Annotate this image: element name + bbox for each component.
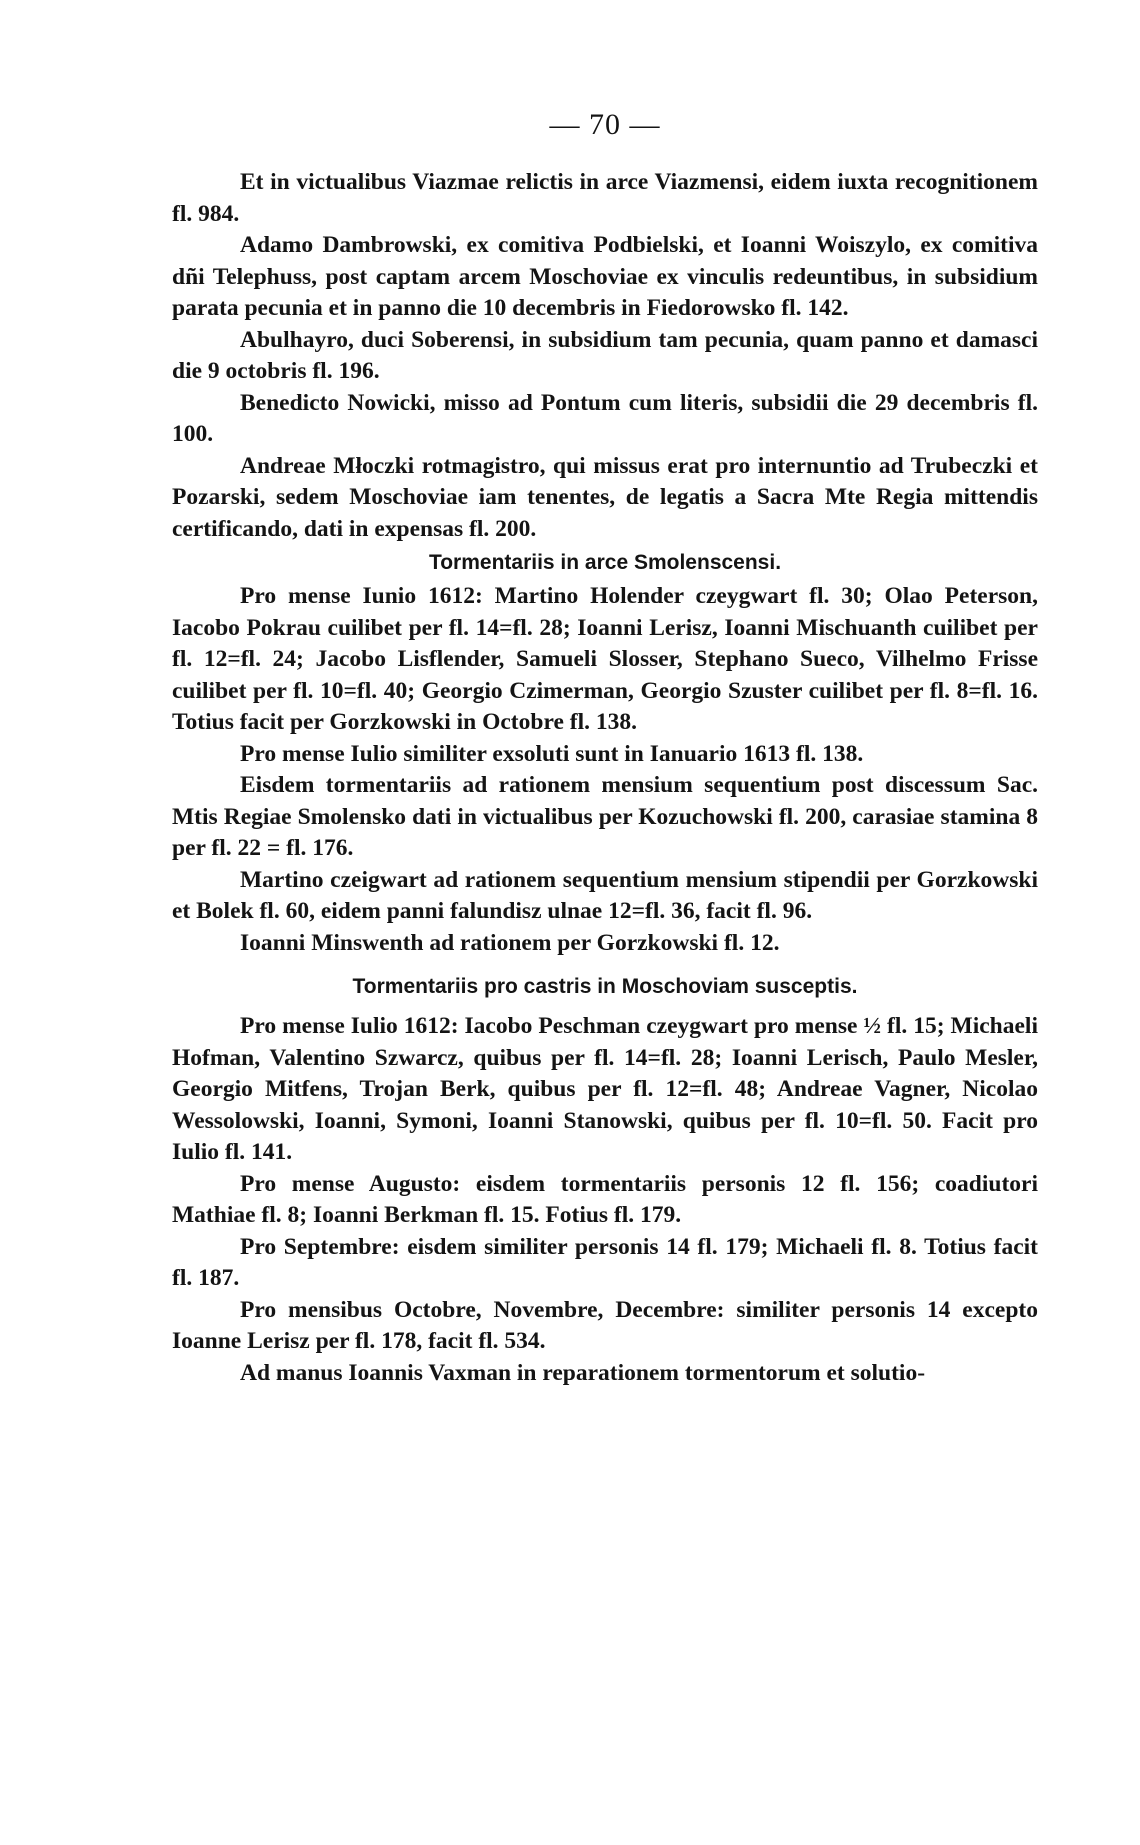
section-moscow-camp-gunners — [172, 971, 1038, 1389]
paragraph: Pro mense Augusto: eisdem tormentariis personis 12 fl. 156; coadiutori Mathiae fl. 8; Ioanni Berkman fl. 15. Fotius fl. 179. — [172, 1170, 1038, 1228]
paragraph: Pro Septembre: eisdem similiter personis 14 fl. 179; Michaeli fl. 8. Totius facit fl. 187. — [172, 1233, 1038, 1291]
paragraph: Et in victualibus Viazmae relictis in arce Viazmensi, eidem iuxta recognitionem fl. 984. — [172, 169, 1038, 227]
section-smolensk-gunners — [172, 547, 1038, 959]
paragraph: Abulhayro, duci Soberensi, in subsidium tam pecunia, quam panno et damasci die 9 octobris fl. 196. — [172, 326, 1038, 384]
paragraph: Ad manus Ioannis Vaxman in reparationem tormentorum et solutio- — [240, 1359, 926, 1386]
paragraph: Benedicto Nowicki, misso ad Pontum cum literis, subsidii die 29 decembris fl. 100. — [172, 389, 1038, 447]
paragraph: Martino czeigwart ad rationem sequentium mensium stipendii per Gorzkowski et Bolek fl. 60, eidem panni falundisz ulnae 12=fl. 36, facit fl. 96. — [172, 866, 1038, 924]
section-heading: Tormentariis pro castris in Moschoviam susceptis. — [352, 975, 858, 998]
page-number: — 70 — — [549, 108, 661, 141]
paragraph: Ioanni Minswenth ad rationem per Gorzkowski fl. 12. — [240, 929, 780, 956]
section-heading: Tormentariis in arce Smolenscensi. — [428, 551, 782, 574]
document-page — [172, 105, 1038, 1389]
paragraph: Eisdem tormentariis ad rationem mensium sequentium post discessum Sac. Mtis Regiae Smolensko dati in victualibus per Kozuchowski fl. 200, carasiae stamina 8 per fl. 22 = fl. 176. — [172, 772, 1038, 861]
paragraph: Pro mense Iulio 1612: Iacobo Peschman czeygwart pro mense ½ fl. 15; Michaeli Hofman, Valentino Szwarcz, quibus per fl. 14=fl. 28; Ioanni Lerisch, Paulo Mesler, Georgio Mitfens, Trojan Berk, quibus per fl. 12=fl. 48; Andreae Vagner, Nicolao Wessolowski, Ioanni, Symoni, Ioanni Stanowski, quibus per fl. 10=fl. 50. Facit pro Iulio fl. 141. — [172, 1013, 1038, 1165]
paragraph: Andreae Młoczki rotmagistro, qui missus erat pro internuntio ad Trubeczki et Pozarski, sedem Moschoviae iam tenentes, de legatis a Sacra Mte Regia mittendis certificando, dati in expensas fl. 200. — [172, 452, 1038, 542]
paragraph: Pro mense Iulio similiter exsoluti sunt in Ianuario 1613 fl. 138. — [240, 740, 864, 767]
paragraph: Pro mensibus Octobre, Novembre, Decembre: similiter personis 14 excepto Ioanne Lerisz per fl. 178, facit fl. 534. — [172, 1296, 1038, 1354]
paragraph: Adamo Dambrowski, ex comitiva Podbielski, et Ioanni Woiszylo, ex comitiva dñi Telephuss, post captam arcem Moschoviae ex vinculis redeuntibus, in subsidium parata pecunia et in panno die 10 decembris in Fiedorowsko fl. 142. — [172, 232, 1038, 321]
paragraph: Pro mense Iunio 1612: Martino Holender czeygwart fl. 30; Olao Peterson, Iacobo Pokrau cuilibet per fl. 14=fl. 28; Ioanni Lerisz, Ioanni Mischuanth cuilibet per fl. 12=fl. 24; Jacobo Lisflender, Samueli Slosser, Stephano Sueco, Vilhelmo Frisse cuilibet per fl. 10=fl. 40; Georgio Czimerman, Georgio Szuster cuilibet per fl. 8=fl. 16. Totius facit per Gorzkowski in Octobre fl. 138. — [172, 583, 1038, 735]
section-expenses — [172, 167, 1038, 545]
